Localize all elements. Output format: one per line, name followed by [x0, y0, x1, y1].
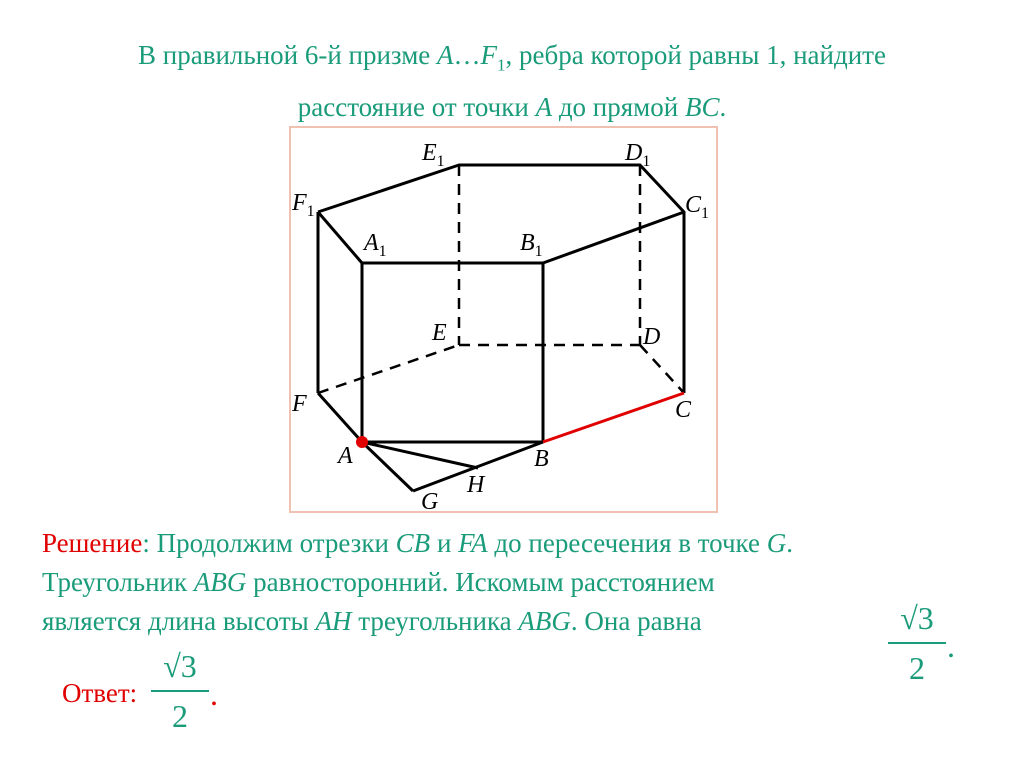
solution-end-dot: .	[947, 628, 955, 664]
label-H: H	[467, 472, 485, 498]
problem-text: , ребра которой равны 1, найдите	[505, 40, 886, 70]
colon: :	[142, 528, 157, 558]
label-A1: $A_1$	[364, 230, 387, 260]
solution-fraction	[888, 598, 946, 688]
fraction-bar	[151, 690, 209, 692]
ellipsis: …	[453, 40, 481, 70]
label-D1: $D_1$	[625, 140, 651, 170]
fraction-numerator: √3	[163, 648, 197, 684]
var-A: A	[437, 40, 454, 70]
label-B1: $B_1$	[520, 230, 543, 260]
solution-label: Решение	[42, 528, 143, 558]
solution-text-part: Треугольник	[42, 567, 194, 597]
label-G: G	[421, 489, 439, 515]
var-G: G	[766, 528, 787, 558]
label-B: B	[534, 446, 549, 472]
answer-fraction	[151, 646, 209, 736]
var-A: A	[535, 92, 553, 123]
solution-text-part: и	[430, 528, 459, 558]
figure-frame	[290, 127, 717, 512]
answer-end-dot: .	[210, 676, 218, 712]
var-F-sub: 1	[497, 55, 506, 75]
label-C1: $C_1$	[685, 192, 710, 222]
var-ABG: ABG	[193, 567, 247, 597]
var-FA: FA	[458, 528, 488, 558]
var-BC: BC	[684, 92, 720, 123]
label-C: C	[675, 397, 692, 423]
solution-text-part: .	[786, 528, 793, 558]
var-ABG: ABG	[518, 606, 571, 636]
problem-text: до прямой	[552, 92, 685, 123]
label-E1: $E_1$	[422, 140, 445, 170]
problem-text: расстояние от точки	[297, 92, 536, 123]
solution-text-part: является длина высоты	[42, 606, 316, 636]
label-F1: $F_1$	[292, 190, 315, 220]
fraction-denominator: 2	[172, 698, 188, 734]
problem-text: .	[719, 92, 727, 123]
fraction-numerator: √3	[900, 600, 934, 636]
var-F: F	[480, 40, 498, 70]
var-AH: AH	[315, 606, 352, 636]
solution-text-part: Продолжим отрезки	[156, 528, 396, 558]
label-A: A	[338, 443, 353, 469]
problem-text: В правильной 6-й призме	[138, 40, 438, 70]
label-F: F	[292, 391, 307, 417]
point-A-dot	[356, 436, 368, 448]
solution-text	[42, 524, 922, 641]
label-D: D	[643, 324, 661, 350]
fraction-bar	[888, 642, 946, 644]
solution-text-part: до пересечения в точке	[487, 528, 767, 558]
answer-label: Ответ:	[62, 678, 138, 708]
solution-text-part: . Она равна	[570, 606, 702, 636]
label-E: E	[432, 320, 447, 346]
fraction-denominator: 2	[909, 650, 925, 686]
var-CB: CB	[395, 528, 431, 558]
solution-text-part: треугольника	[351, 606, 519, 636]
solution-text-part: равносторонний. Искомым расстоянием	[246, 567, 715, 597]
